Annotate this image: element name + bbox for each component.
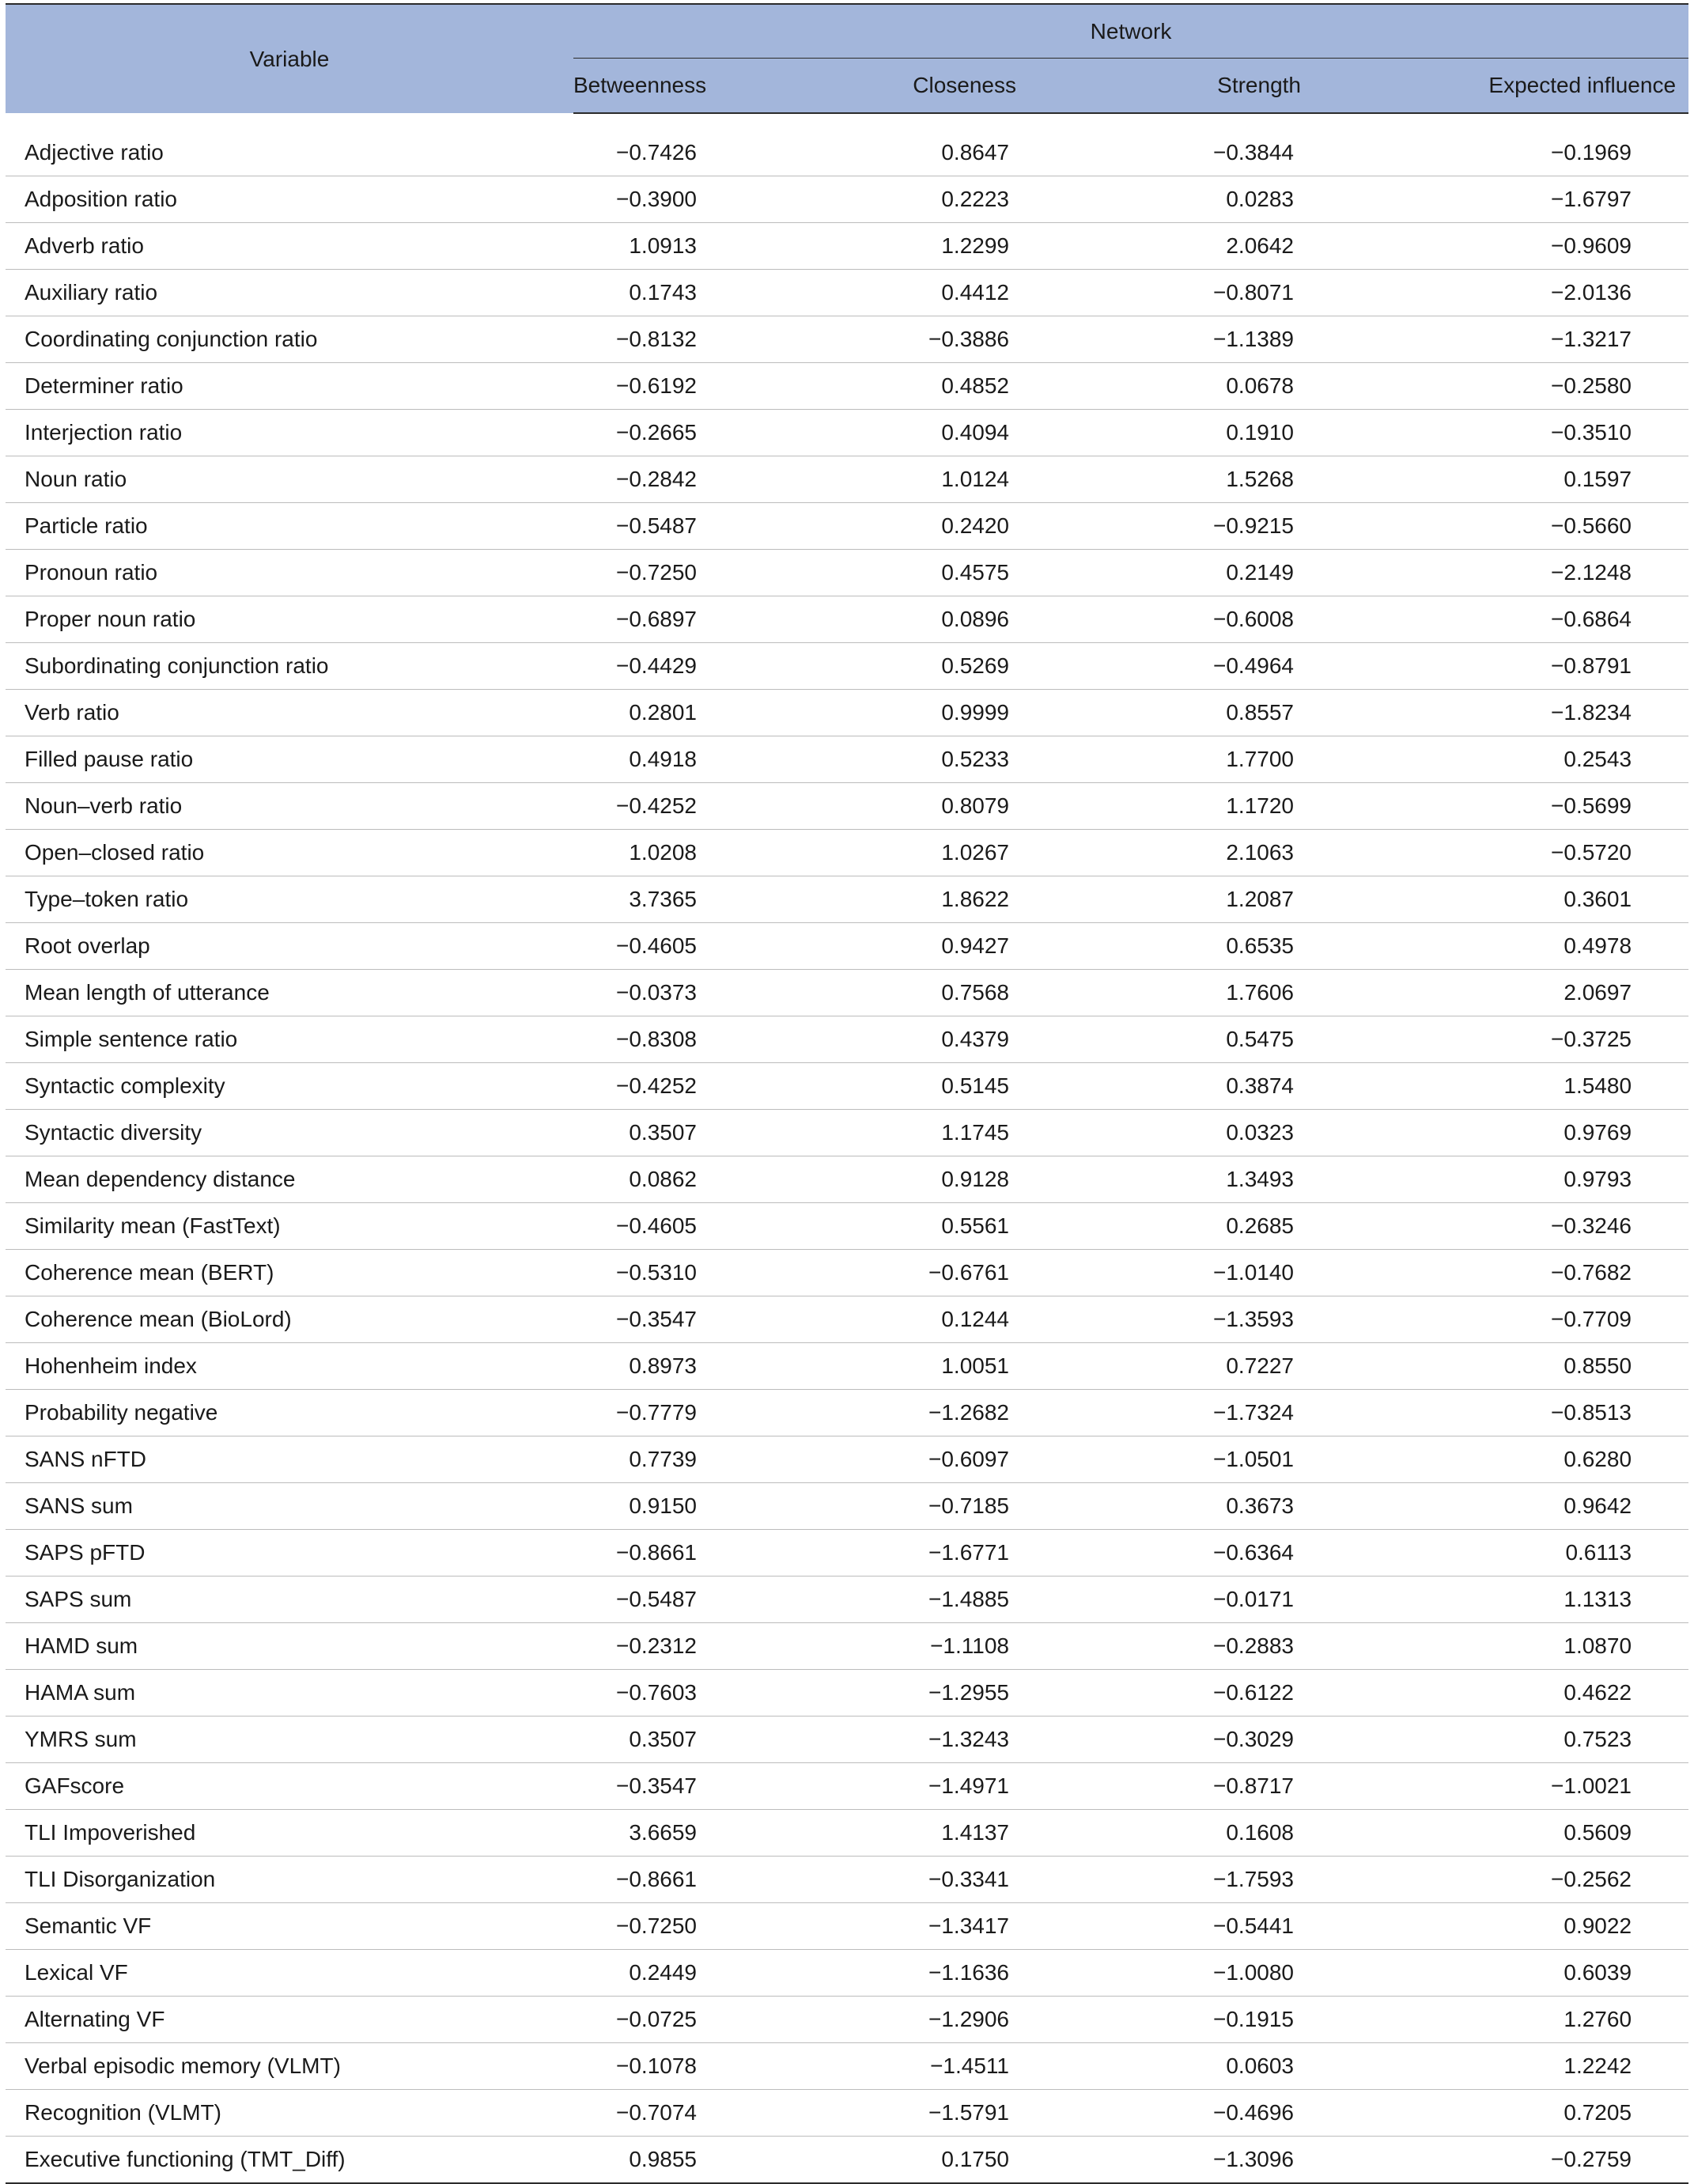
variable-cell: Determiner ratio — [6, 363, 573, 410]
strength-cell: −0.3844 — [1016, 130, 1301, 176]
variable-cell: Recognition (VLMT) — [6, 2090, 573, 2137]
variable-cell: GAFscore — [6, 1763, 573, 1810]
closeness-cell: 0.9128 — [708, 1156, 1016, 1203]
variable-cell: Verbal episodic memory (VLMT) — [6, 2043, 573, 2090]
closeness-cell: −0.7185 — [708, 1483, 1016, 1530]
table-row — [6, 550, 1688, 596]
header-spacer — [6, 113, 1688, 130]
table-row — [6, 1530, 1688, 1576]
variable-cell: Type–token ratio — [6, 876, 573, 923]
betweenness-cell: 0.3507 — [573, 1110, 708, 1156]
table-row — [6, 1063, 1688, 1110]
table-row — [6, 456, 1688, 503]
betweenness-cell: 0.8973 — [573, 1343, 708, 1390]
expected-influence-cell: 1.2760 — [1301, 1997, 1688, 2043]
strength-cell: −1.7593 — [1016, 1857, 1301, 1903]
expected-influence-cell: 2.0697 — [1301, 970, 1688, 1016]
strength-cell: −1.1389 — [1016, 316, 1301, 363]
variable-cell: YMRS sum — [6, 1717, 573, 1763]
betweenness-cell: −0.2665 — [573, 410, 708, 456]
betweenness-cell: −0.4252 — [573, 783, 708, 830]
variable-cell: SANS nFTD — [6, 1436, 573, 1483]
closeness-cell: 0.9427 — [708, 923, 1016, 970]
closeness-cell: −1.3417 — [708, 1903, 1016, 1950]
closeness-cell: 0.5269 — [708, 643, 1016, 690]
table-row — [6, 643, 1688, 690]
table-row — [6, 1016, 1688, 1063]
strength-cell: 0.8557 — [1016, 690, 1301, 736]
closeness-cell: −1.4971 — [708, 1763, 1016, 1810]
betweenness-cell: 0.3507 — [573, 1717, 708, 1763]
betweenness-cell: −0.4605 — [573, 923, 708, 970]
table-row — [6, 876, 1688, 923]
variable-column-header: Variable — [6, 4, 573, 113]
expected-influence-cell: −0.8791 — [1301, 643, 1688, 690]
strength-cell: 1.2087 — [1016, 876, 1301, 923]
strength-cell: 1.7606 — [1016, 970, 1301, 1016]
variable-cell: Syntactic complexity — [6, 1063, 573, 1110]
variable-cell: Hohenheim index — [6, 1343, 573, 1390]
closeness-cell: 0.4852 — [708, 363, 1016, 410]
betweenness-cell: −0.2842 — [573, 456, 708, 503]
betweenness-cell: 0.2449 — [573, 1950, 708, 1997]
expected-influence-cell: 1.1313 — [1301, 1576, 1688, 1623]
strength-cell: 0.2149 — [1016, 550, 1301, 596]
strength-cell: −0.6122 — [1016, 1670, 1301, 1717]
strength-cell: 0.1608 — [1016, 1810, 1301, 1857]
expected-influence-cell: 0.4622 — [1301, 1670, 1688, 1717]
variable-cell: Mean length of utterance — [6, 970, 573, 1016]
expected-influence-cell: 0.4978 — [1301, 923, 1688, 970]
table-row — [6, 223, 1688, 270]
variable-cell: Open–closed ratio — [6, 830, 573, 876]
expected-influence-cell: −0.7682 — [1301, 1250, 1688, 1296]
closeness-cell: −1.2682 — [708, 1390, 1016, 1436]
variable-cell: Filled pause ratio — [6, 736, 573, 783]
closeness-cell: 0.9999 — [708, 690, 1016, 736]
expected-influence-cell: −1.6797 — [1301, 176, 1688, 223]
betweenness-cell: −0.0373 — [573, 970, 708, 1016]
betweenness-cell: −0.7603 — [573, 1670, 708, 1717]
table-row — [6, 736, 1688, 783]
expected-influence-cell: −1.8234 — [1301, 690, 1688, 736]
betweenness-cell: −0.5487 — [573, 1576, 708, 1623]
closeness-cell: 0.0896 — [708, 596, 1016, 643]
strength-cell: −0.3029 — [1016, 1717, 1301, 1763]
table-row — [6, 1670, 1688, 1717]
variable-cell: Executive functioning (TMT_Diff) — [6, 2137, 573, 2184]
table-row — [6, 596, 1688, 643]
betweenness-cell: −0.6897 — [573, 596, 708, 643]
network-group-header: Network — [573, 4, 1688, 59]
closeness-cell: 0.2223 — [708, 176, 1016, 223]
closeness-cell: −1.3243 — [708, 1717, 1016, 1763]
expected-influence-cell: 1.5480 — [1301, 1063, 1688, 1110]
strength-cell: 1.5268 — [1016, 456, 1301, 503]
variable-cell: Syntactic diversity — [6, 1110, 573, 1156]
closeness-cell: −1.2906 — [708, 1997, 1016, 2043]
strength-cell: 1.7700 — [1016, 736, 1301, 783]
closeness-cell: −1.1108 — [708, 1623, 1016, 1670]
expected-influence-cell: −0.2580 — [1301, 363, 1688, 410]
strength-cell: −0.9215 — [1016, 503, 1301, 550]
table-row — [6, 176, 1688, 223]
expected-influence-cell: 0.7523 — [1301, 1717, 1688, 1763]
variable-cell: Verb ratio — [6, 690, 573, 736]
closeness-cell: −1.6771 — [708, 1530, 1016, 1576]
betweenness-cell: −0.5310 — [573, 1250, 708, 1296]
expected-influence-cell: 0.3601 — [1301, 876, 1688, 923]
table-body — [6, 113, 1688, 2183]
expected-influence-cell: −2.1248 — [1301, 550, 1688, 596]
variable-cell: TLI Disorganization — [6, 1857, 573, 1903]
table-row — [6, 1156, 1688, 1203]
betweenness-cell: −0.7250 — [573, 550, 708, 596]
table-row — [6, 1810, 1688, 1857]
strength-cell: −1.7324 — [1016, 1390, 1301, 1436]
expected-influence-cell: 0.9022 — [1301, 1903, 1688, 1950]
expected-influence-cell: −0.2759 — [1301, 2137, 1688, 2184]
betweenness-cell: −0.7250 — [573, 1903, 708, 1950]
expected-influence-cell: 1.0870 — [1301, 1623, 1688, 1670]
variable-cell: Adjective ratio — [6, 130, 573, 176]
table-row — [6, 1903, 1688, 1950]
table-row — [6, 1576, 1688, 1623]
variable-cell: Noun–verb ratio — [6, 783, 573, 830]
strength-cell: −0.4696 — [1016, 2090, 1301, 2137]
expected-influence-cell: −0.3725 — [1301, 1016, 1688, 1063]
strength-cell: −0.8717 — [1016, 1763, 1301, 1810]
strength-cell: −0.6364 — [1016, 1530, 1301, 1576]
expected-influence-cell: 0.6280 — [1301, 1436, 1688, 1483]
table-row — [6, 1763, 1688, 1810]
expected-influence-cell: −1.0021 — [1301, 1763, 1688, 1810]
table-row — [6, 503, 1688, 550]
variable-cell: Adverb ratio — [6, 223, 573, 270]
expected-influence-cell: −2.0136 — [1301, 270, 1688, 316]
closeness-cell: 0.4412 — [708, 270, 1016, 316]
betweenness-cell: 3.7365 — [573, 876, 708, 923]
expected-influence-cell: −0.5699 — [1301, 783, 1688, 830]
closeness-cell: 0.8079 — [708, 783, 1016, 830]
table-row — [6, 783, 1688, 830]
betweenness-cell: −0.3900 — [573, 176, 708, 223]
table-row — [6, 2043, 1688, 2090]
strength-cell: 0.0323 — [1016, 1110, 1301, 1156]
expected-influence-column-header: Expected influence — [1301, 59, 1688, 114]
closeness-cell: −0.6097 — [708, 1436, 1016, 1483]
expected-influence-cell: −0.6864 — [1301, 596, 1688, 643]
strength-cell: 1.1720 — [1016, 783, 1301, 830]
variable-cell: SANS sum — [6, 1483, 573, 1530]
table-header — [6, 4, 1688, 113]
variable-cell: Mean dependency distance — [6, 1156, 573, 1203]
expected-influence-cell: −0.8513 — [1301, 1390, 1688, 1436]
variable-cell: Semantic VF — [6, 1903, 573, 1950]
closeness-cell: −0.3886 — [708, 316, 1016, 363]
table-row — [6, 1296, 1688, 1343]
betweenness-cell: 0.2801 — [573, 690, 708, 736]
betweenness-cell: 0.9855 — [573, 2137, 708, 2184]
expected-influence-cell: 0.9642 — [1301, 1483, 1688, 1530]
variable-cell: Similarity mean (FastText) — [6, 1203, 573, 1250]
table-row — [6, 1343, 1688, 1390]
closeness-cell: 0.5561 — [708, 1203, 1016, 1250]
closeness-cell: 0.1244 — [708, 1296, 1016, 1343]
variable-cell: Root overlap — [6, 923, 573, 970]
variable-cell: HAMD sum — [6, 1623, 573, 1670]
strength-cell: −0.5441 — [1016, 1903, 1301, 1950]
strength-cell: 0.0603 — [1016, 2043, 1301, 2090]
table-row — [6, 1717, 1688, 1763]
betweenness-cell: −0.6192 — [573, 363, 708, 410]
strength-cell: −0.1915 — [1016, 1997, 1301, 2043]
strength-cell: −0.4964 — [1016, 643, 1301, 690]
variable-cell: Noun ratio — [6, 456, 573, 503]
betweenness-cell: 0.9150 — [573, 1483, 708, 1530]
table-row — [6, 2090, 1688, 2137]
betweenness-cell: −0.8308 — [573, 1016, 708, 1063]
table-row — [6, 1997, 1688, 2043]
strength-cell: 0.1910 — [1016, 410, 1301, 456]
table-row — [6, 1250, 1688, 1296]
table-row — [6, 316, 1688, 363]
variable-cell: Adposition ratio — [6, 176, 573, 223]
expected-influence-cell: −0.5720 — [1301, 830, 1688, 876]
table-row — [6, 1203, 1688, 1250]
closeness-cell: 1.0051 — [708, 1343, 1016, 1390]
closeness-cell: 1.0124 — [708, 456, 1016, 503]
betweenness-cell: −0.4429 — [573, 643, 708, 690]
table-row — [6, 1623, 1688, 1670]
expected-influence-cell: 0.5609 — [1301, 1810, 1688, 1857]
table-row — [6, 970, 1688, 1016]
betweenness-cell: −0.7074 — [573, 2090, 708, 2137]
table-row — [6, 1390, 1688, 1436]
strength-cell: 0.2685 — [1016, 1203, 1301, 1250]
variable-cell: Particle ratio — [6, 503, 573, 550]
betweenness-column-header: Betweenness — [573, 59, 708, 114]
betweenness-cell: 1.0208 — [573, 830, 708, 876]
closeness-cell: 1.2299 — [708, 223, 1016, 270]
table-row — [6, 363, 1688, 410]
variable-cell: Coordinating conjunction ratio — [6, 316, 573, 363]
strength-cell: −0.8071 — [1016, 270, 1301, 316]
closeness-cell: 0.4379 — [708, 1016, 1016, 1063]
table-row — [6, 1857, 1688, 1903]
expected-influence-cell: 0.9793 — [1301, 1156, 1688, 1203]
variable-cell: Coherence mean (BERT) — [6, 1250, 573, 1296]
closeness-cell: 0.8647 — [708, 130, 1016, 176]
closeness-cell: −1.2955 — [708, 1670, 1016, 1717]
table-row — [6, 1483, 1688, 1530]
strength-cell: −0.0171 — [1016, 1576, 1301, 1623]
strength-cell: 0.3874 — [1016, 1063, 1301, 1110]
strength-cell: −1.3096 — [1016, 2137, 1301, 2184]
expected-influence-cell: −0.9609 — [1301, 223, 1688, 270]
closeness-cell: 1.1745 — [708, 1110, 1016, 1156]
betweenness-cell: 1.0913 — [573, 223, 708, 270]
closeness-cell: −1.4885 — [708, 1576, 1016, 1623]
expected-influence-cell: 0.2543 — [1301, 736, 1688, 783]
expected-influence-cell: 0.6039 — [1301, 1950, 1688, 1997]
betweenness-cell: −0.8132 — [573, 316, 708, 363]
strength-cell: −0.2883 — [1016, 1623, 1301, 1670]
closeness-cell: 1.8622 — [708, 876, 1016, 923]
closeness-cell: 0.1750 — [708, 2137, 1016, 2184]
closeness-cell: 1.0267 — [708, 830, 1016, 876]
expected-influence-cell: −0.2562 — [1301, 1857, 1688, 1903]
closeness-cell: 1.4137 — [708, 1810, 1016, 1857]
strength-cell: 0.3673 — [1016, 1483, 1301, 1530]
strength-cell: 0.7227 — [1016, 1343, 1301, 1390]
strength-cell: −1.0080 — [1016, 1950, 1301, 1997]
expected-influence-cell: −0.7709 — [1301, 1296, 1688, 1343]
closeness-cell: −1.5791 — [708, 2090, 1016, 2137]
closeness-cell: −0.6761 — [708, 1250, 1016, 1296]
expected-influence-cell: −0.3510 — [1301, 410, 1688, 456]
betweenness-cell: 3.6659 — [573, 1810, 708, 1857]
table-row — [6, 270, 1688, 316]
results-table — [6, 3, 1688, 2184]
table-row — [6, 1110, 1688, 1156]
expected-influence-cell: −1.3217 — [1301, 316, 1688, 363]
strength-cell: 0.0678 — [1016, 363, 1301, 410]
strength-cell: 0.6535 — [1016, 923, 1301, 970]
table-row — [6, 690, 1688, 736]
strength-cell: −1.0501 — [1016, 1436, 1301, 1483]
table-row — [6, 130, 1688, 176]
table-row — [6, 1950, 1688, 1997]
variable-cell: Auxiliary ratio — [6, 270, 573, 316]
betweenness-cell: −0.0725 — [573, 1997, 708, 2043]
expected-influence-cell: 0.9769 — [1301, 1110, 1688, 1156]
table-row — [6, 830, 1688, 876]
expected-influence-cell: 0.6113 — [1301, 1530, 1688, 1576]
closeness-cell: 0.5145 — [708, 1063, 1016, 1110]
betweenness-cell: −0.4605 — [573, 1203, 708, 1250]
variable-cell: Subordinating conjunction ratio — [6, 643, 573, 690]
variable-cell: SAPS sum — [6, 1576, 573, 1623]
variable-cell: Simple sentence ratio — [6, 1016, 573, 1063]
expected-influence-cell: −0.3246 — [1301, 1203, 1688, 1250]
expected-influence-cell: 1.2242 — [1301, 2043, 1688, 2090]
closeness-cell: 0.2420 — [708, 503, 1016, 550]
table-row — [6, 2137, 1688, 2184]
betweenness-cell: −0.1078 — [573, 2043, 708, 2090]
strength-column-header: Strength — [1016, 59, 1301, 114]
variable-cell: Pronoun ratio — [6, 550, 573, 596]
strength-cell: 2.0642 — [1016, 223, 1301, 270]
variable-cell: Coherence mean (BioLord) — [6, 1296, 573, 1343]
variable-cell: HAMA sum — [6, 1670, 573, 1717]
table-row — [6, 923, 1688, 970]
betweenness-cell: −0.7426 — [573, 130, 708, 176]
closeness-cell: 0.4094 — [708, 410, 1016, 456]
variable-cell: Lexical VF — [6, 1950, 573, 1997]
closeness-cell: 0.7568 — [708, 970, 1016, 1016]
betweenness-cell: 0.4918 — [573, 736, 708, 783]
betweenness-cell: 0.0862 — [573, 1156, 708, 1203]
closeness-column-header: Closeness — [708, 59, 1016, 114]
strength-cell: −1.3593 — [1016, 1296, 1301, 1343]
variable-cell: SAPS pFTD — [6, 1530, 573, 1576]
betweenness-cell: 0.1743 — [573, 270, 708, 316]
strength-cell: 0.0283 — [1016, 176, 1301, 223]
closeness-cell: 0.4575 — [708, 550, 1016, 596]
betweenness-cell: −0.2312 — [573, 1623, 708, 1670]
betweenness-cell: −0.5487 — [573, 503, 708, 550]
table-row — [6, 1436, 1688, 1483]
closeness-cell: −0.3341 — [708, 1857, 1016, 1903]
strength-cell: 1.3493 — [1016, 1156, 1301, 1203]
closeness-cell: −1.4511 — [708, 2043, 1016, 2090]
expected-influence-cell: 0.8550 — [1301, 1343, 1688, 1390]
variable-cell: Probability negative — [6, 1390, 573, 1436]
strength-cell: 0.5475 — [1016, 1016, 1301, 1063]
expected-influence-cell: 0.7205 — [1301, 2090, 1688, 2137]
betweenness-cell: −0.7779 — [573, 1390, 708, 1436]
expected-influence-cell: −0.1969 — [1301, 130, 1688, 176]
closeness-cell: 0.5233 — [708, 736, 1016, 783]
table-row — [6, 410, 1688, 456]
betweenness-cell: −0.4252 — [573, 1063, 708, 1110]
strength-cell: 2.1063 — [1016, 830, 1301, 876]
strength-cell: −0.6008 — [1016, 596, 1301, 643]
variable-cell: Alternating VF — [6, 1997, 573, 2043]
betweenness-cell: −0.8661 — [573, 1857, 708, 1903]
strength-cell: −1.0140 — [1016, 1250, 1301, 1296]
variable-cell: Proper noun ratio — [6, 596, 573, 643]
betweenness-cell: −0.8661 — [573, 1530, 708, 1576]
closeness-cell: −1.1636 — [708, 1950, 1016, 1997]
variable-cell: Interjection ratio — [6, 410, 573, 456]
expected-influence-cell: −0.5660 — [1301, 503, 1688, 550]
betweenness-cell: −0.3547 — [573, 1296, 708, 1343]
variable-cell: TLI Impoverished — [6, 1810, 573, 1857]
betweenness-cell: −0.3547 — [573, 1763, 708, 1810]
betweenness-cell: 0.7739 — [573, 1436, 708, 1483]
expected-influence-cell: 0.1597 — [1301, 456, 1688, 503]
